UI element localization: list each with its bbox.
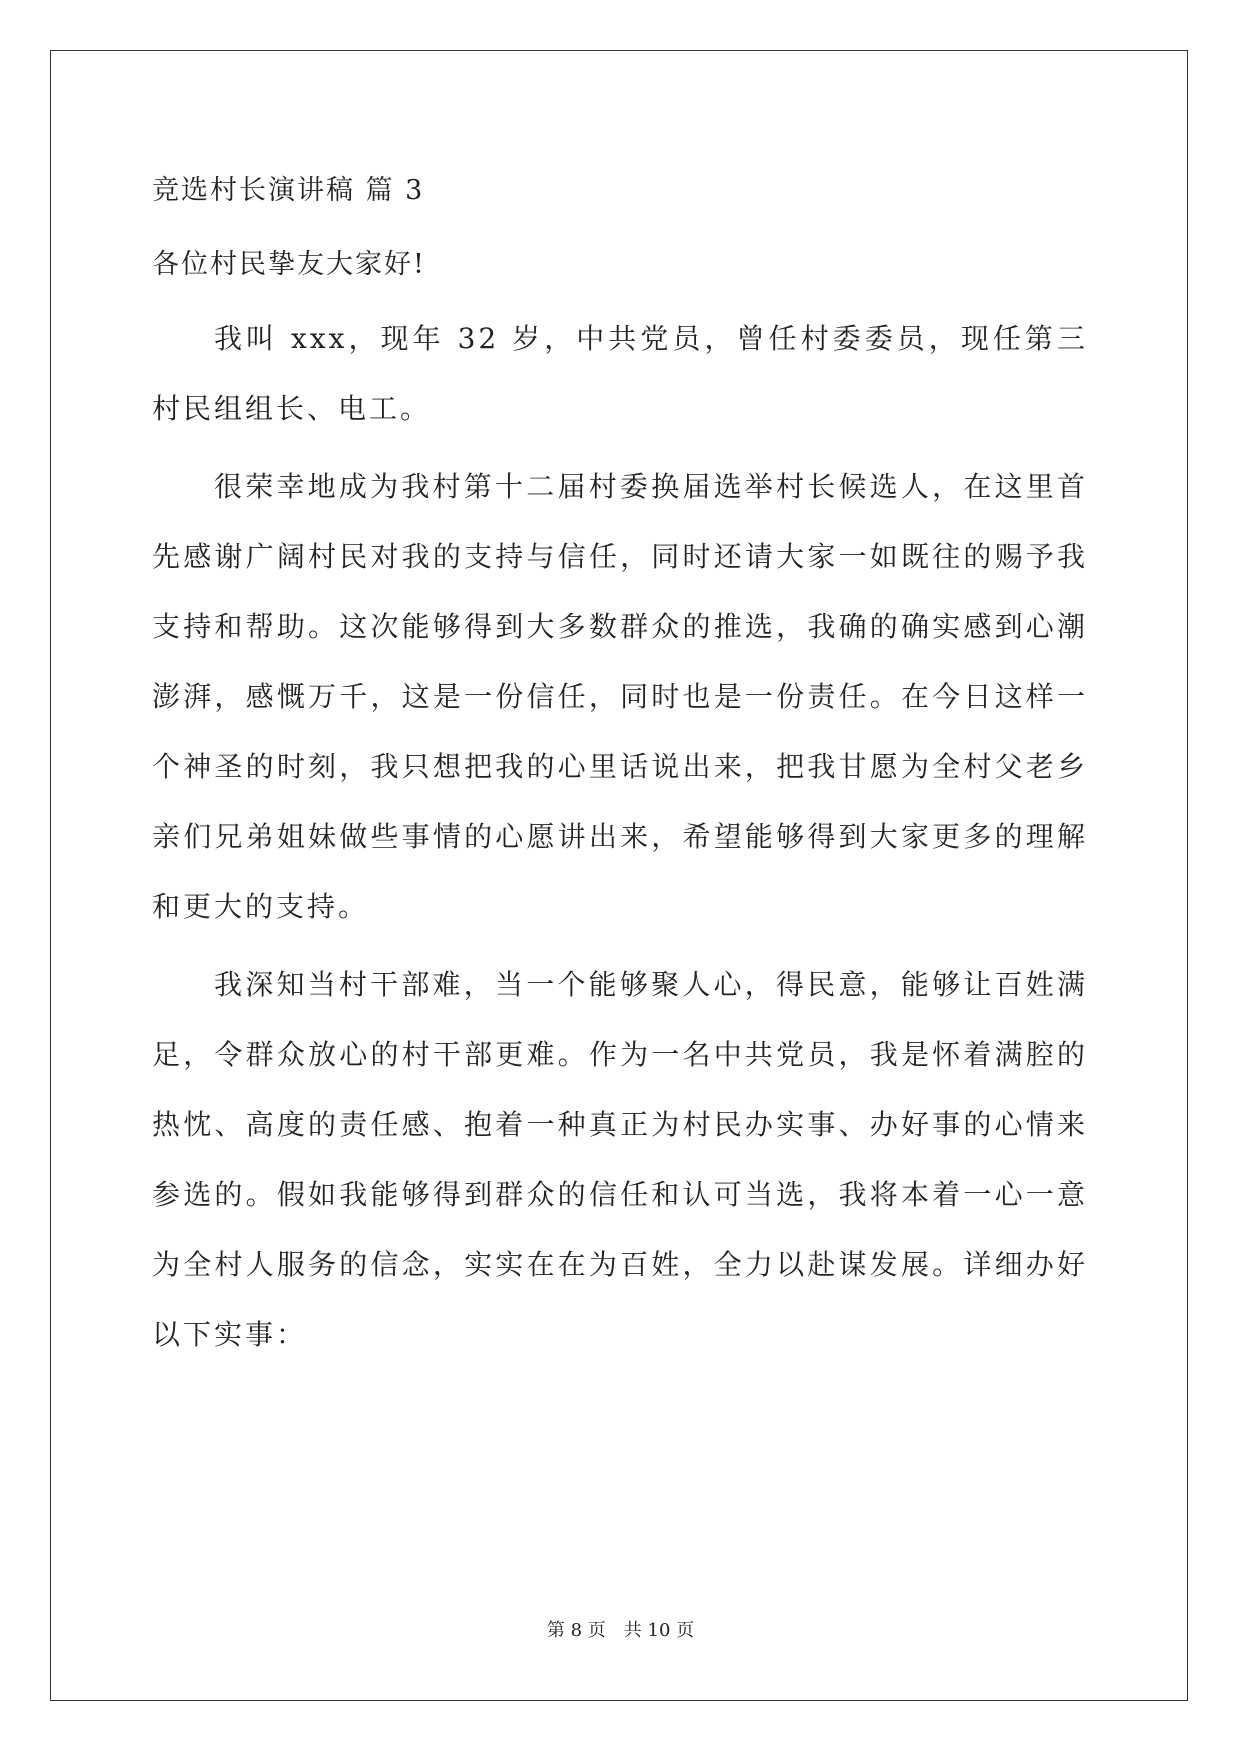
paragraph-thanks: 很荣幸地成为我村第十二届村委换届选举村长候选人，在这里首先感谢广阔村民对我的支持与信任，同时还请大家一如既往的赐予我支持和帮助。这次能够得到大多数群众的推选，我确的确实感到心潮澎湃，感慨万千，这是一份信任，同时也是一份责任。在今日这样一个神圣的时刻，我只想把我的心里话说出来，把我甘愿为全村父老乡亲们兄弟姐妹做些事情的心愿讲出来，希望能够得到大家更多的理解和更大的支持。	[152, 470, 1088, 923]
page-number: 第 8 页 共 10 页	[546, 1620, 695, 1641]
paragraph-commitment: 我深知当村干部难，当一个能够聚人心，得民意，能够让百姓满足，令群众放心的村干部更难。作为一名中共党员，我是怀着满腔的热忱、高度的责任感、抱着一种真正为村民办实事、办好事的心情来参选的。假如我能够得到群众的信任和认可当选，我将本着一心一意为全村人服务的信念，实实在在为百姓，全力以赴谋发展。详细办好以下实事：	[152, 968, 1088, 1351]
greeting-line: 各位村民挚友大家好!	[152, 249, 426, 280]
paragraph-intro: 我叫 xxx，现年 32 岁，中共党员，曾任村委委员，现任第三村民组组长、电工。	[152, 322, 1088, 425]
document-body	[152, 160, 1088, 1370]
document-title: 竞选村长演讲稿 篇 3	[152, 175, 425, 206]
